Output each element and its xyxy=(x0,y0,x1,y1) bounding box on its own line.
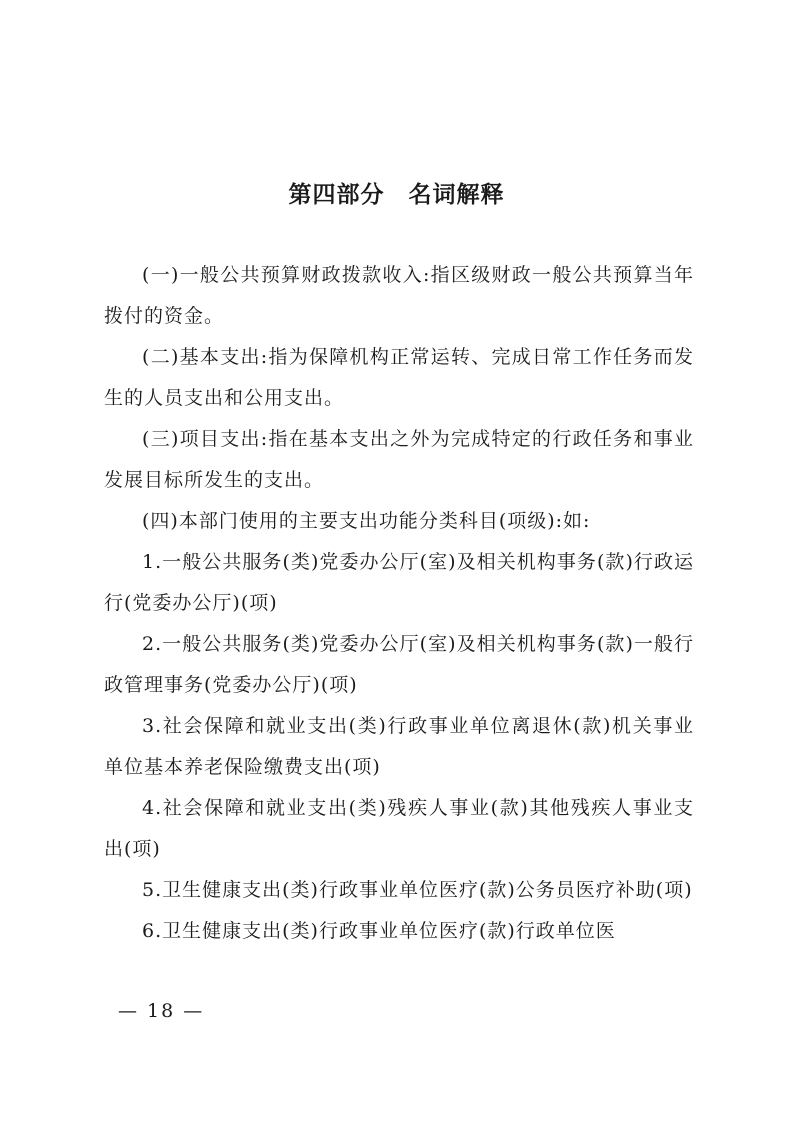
page-number: — 18 — xyxy=(118,1000,205,1022)
page-title: 第四部分 名词解释 xyxy=(288,182,505,208)
list-item: 1.一般公共服务(类)党委办公厅(室)及相关机构事务(款)行政运行(党委办公厅)(项) xyxy=(104,551,694,614)
list-item: 3.社会保障和就业支出(类)行政事业单位离退休(款)机关事业单位基本养老保险缴费支出(项) xyxy=(104,715,694,778)
list-item: 2.一般公共服务(类)党委办公厅(室)及相关机构事务(款)一般行政管理事务(党委办公厅)(项) xyxy=(104,633,694,696)
paragraph-function-categories: (四)本部门使用的主要支出功能分类科目(项级):如: xyxy=(142,510,591,532)
paragraph-project-expenditure: (三)项目支出:指在基本支出之外为完成特定的行政任务和事业发展目标所发生的支出。 xyxy=(104,428,694,491)
list-item: 4.社会保障和就业支出(类)残疾人事业(款)其他残疾人事业支出(项) xyxy=(104,797,694,860)
paragraph-basic-expenditure: (二)基本支出:指为保障机构正常运转、完成日常工作任务而发生的人员支出和公用支出。 xyxy=(104,346,694,409)
list-item: 5.卫生健康支出(类)行政事业单位医疗(款)公务员医疗补助(项) xyxy=(142,879,693,901)
list-item: 6.卫生健康支出(类)行政事业单位医疗(款)行政单位医 xyxy=(142,920,616,942)
paragraph-general-budget-revenue: (一)一般公共预算财政拨款收入:指区级财政一般公共预算当年拨付的资金。 xyxy=(104,264,694,327)
document-body xyxy=(104,255,694,952)
